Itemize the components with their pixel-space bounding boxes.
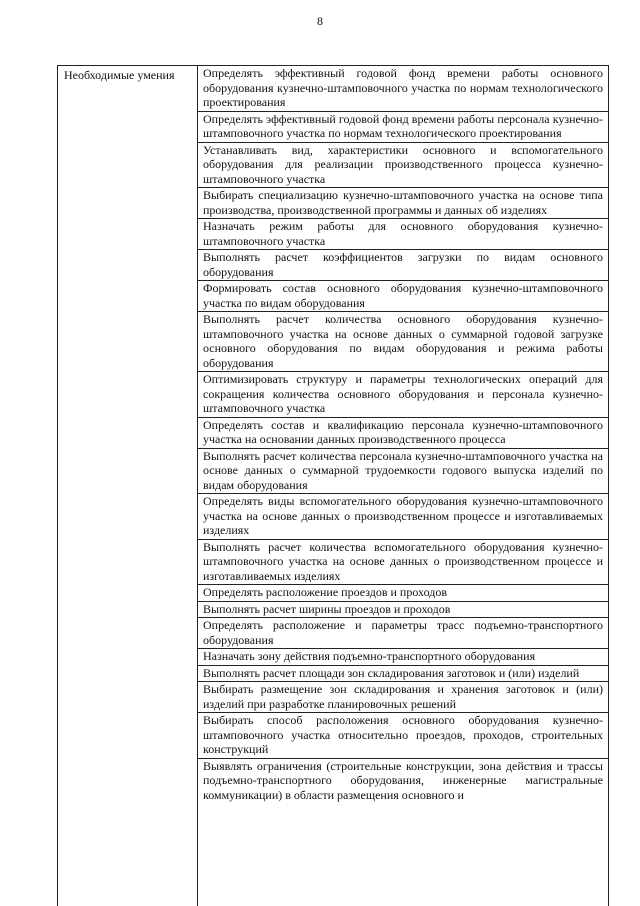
skill-item: Выбирать специализацию кузнечно-штамповочного участка на основе типа производства, производственной программы и данных об изделиях xyxy=(198,188,608,219)
skill-item: Назначать режим работы для основного оборудования кузнечно-штамповочного участка xyxy=(198,219,608,250)
skills-list xyxy=(198,66,608,906)
skill-item: Выполнять расчет коэффициентов загрузки по видам основного оборудования xyxy=(198,250,608,281)
skill-item: Выбирать способ расположения основного оборудования кузнечно-штамповочного участка относительно проездов, проходов, строительных конструкций xyxy=(198,713,608,759)
skill-item: Выполнять расчет количества основного оборудования кузнечно-штамповочного участка на основе данных о суммарной годовой загрузке основного оборудования по видам оборудования и режима работы оборудования xyxy=(198,312,608,372)
skill-item: Формировать состав основного оборудования кузнечно-штамповочного участка по видам оборудования xyxy=(198,281,608,312)
skill-item: Определять виды вспомогательного оборудования кузнечно-штамповочного участка на основе данных о производственном процессе и изготавливаемых изделиях xyxy=(198,494,608,540)
skill-item: Выполнять расчет количества персонала кузнечно-штамповочного участка на основе данных о суммарной трудоемкости годового выпуска изделий по видам оборудования xyxy=(198,449,608,495)
skill-item: Выявлять ограничения (строительные конструкции, зона действия и трассы подъемно-транспортного оборудования, инженерные магистральные коммуникации) в области размещения основного и xyxy=(203,758,603,802)
skills-category-label: Необходимые умения xyxy=(58,66,198,906)
skill-item: Определять эффективный годовой фонд времени работы основного оборудования кузнечно-штамповочного участка по нормам технологического проектирования xyxy=(198,66,608,112)
skill-item: Выбирать размещение зон складирования и хранения заготовок и (или) изделий при разработке планировочных решений xyxy=(198,682,608,713)
skill-item: Выполнять расчет площади зон складирования заготовок и (или) изделий xyxy=(198,666,608,683)
skill-item: Определять расположение проездов и проходов xyxy=(198,585,608,602)
skill-item: Определять эффективный годовой фонд времени работы персонала кузнечно-штамповочного участка по нормам технологического проектирования xyxy=(198,112,608,143)
skills-table xyxy=(57,65,609,906)
page-number: 8 xyxy=(317,14,323,28)
skill-item: Назначать зону действия подъемно-транспортного оборудования xyxy=(198,649,608,666)
skill-item: Устанавливать вид, характеристики основного и вспомогательного оборудования для реализации производственного процесса кузнечно-штамповочного участка xyxy=(198,143,608,189)
skill-item: Выполнять расчет ширины проездов и проходов xyxy=(198,602,608,619)
skill-item: Определять состав и квалификацию персонала кузнечно-штамповочного участка на основании данных производственного процесса xyxy=(198,418,608,449)
skill-item: Определять расположение и параметры трасс подъемно-транспортного оборудования xyxy=(198,618,608,649)
skill-item: Выполнять расчет количества вспомогательного оборудования кузнечно-штамповочного участка на основе данных о производственном процессе и изготавливаемых изделиях xyxy=(198,540,608,586)
skill-item: Оптимизировать структуру и параметры технологических операций для сокращения количества основного оборудования и персонала кузнечно-штамповочного участка xyxy=(198,372,608,418)
